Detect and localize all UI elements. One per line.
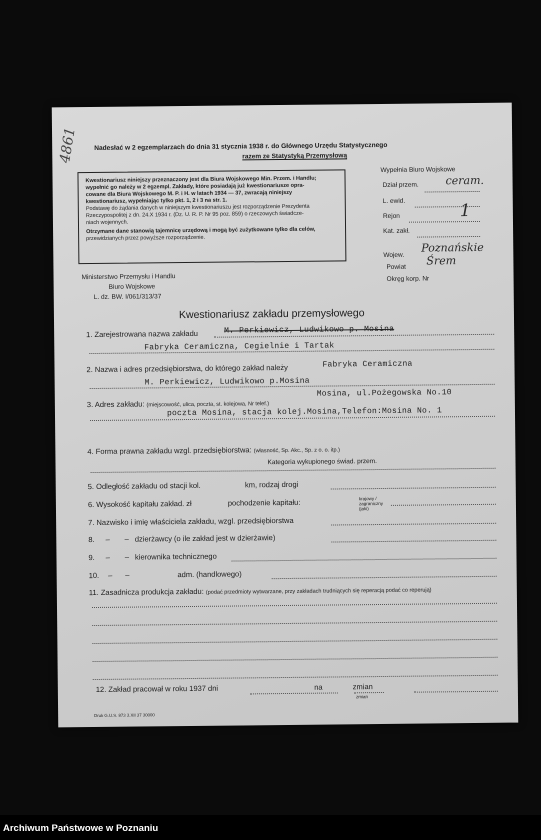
item-2-typed-2: M. Perkiewicz, Ludwikowo p.Mosina <box>144 376 310 388</box>
ministry-line-2: Biuro Wojskowe <box>108 283 156 291</box>
instruction-line: kwestionariusz, wypełniając tylko pkt. 1, 2 i 3 na str. 1. <box>85 197 228 206</box>
rejon-label: Rejon <box>382 212 400 220</box>
item-6 <box>88 498 301 509</box>
item-number: 7. <box>88 518 95 528</box>
item-11-line-1 <box>92 603 497 608</box>
dzial-label: Dział przem. <box>382 181 419 189</box>
item-sub2: zmian <box>352 682 373 692</box>
lewid-label: L. ewid. <box>382 197 406 205</box>
item-sub: pochodzenie kapitału: <box>227 497 301 508</box>
item-2-typed-1: Fabryka Ceramiczna <box>322 359 413 370</box>
instruction-line: Rzeczypospolitej z dn. 24.X 1934 r. (Dz. U. R. P. Nr 95 poz. 859) o rzeczowych świadcze- <box>85 210 304 220</box>
instruction-line: Kwestionariusz niniejszy przeznaczony jest dla Biura Wojskowego Min. Przem. i Handlu; <box>85 175 317 185</box>
item-10 <box>89 569 242 580</box>
item-4-sub2: Kategoria wykupionego świad. przem. <box>267 458 378 467</box>
item-3-typed-2: poczta Mosina, stacja kolej.Mosina,Telefon:Mosina No. 1 <box>166 406 443 419</box>
handwritten-stamp-number: 4861 <box>57 126 79 165</box>
item-9 <box>88 552 216 562</box>
item-4 <box>87 444 340 457</box>
item-7-line <box>331 523 496 526</box>
instruction-line: Podstawę do żądania danych w niniejszym kwestionariuszu jest rozporządzenie Prezydenta <box>85 203 310 213</box>
item-label: Nazwisko i imię właściciela zakładu, wzgl. przedsiębiorstwa <box>96 515 294 527</box>
item-3-typed-1: Mosina, ul.Pożegowska No.10 <box>316 388 452 399</box>
powiat-value: Śrem <box>426 254 457 268</box>
item-4-line <box>91 468 496 473</box>
ministry-line-3: L. dz. BW. I/061/313/37 <box>93 293 162 301</box>
item-number: 9. <box>88 553 95 563</box>
item-7 <box>88 516 294 527</box>
item-number: 2. <box>86 365 93 375</box>
wojew-label: Wojew. <box>383 251 405 259</box>
item-6-sub2: krajowy / zagraniczny (jaki) <box>358 496 383 512</box>
instruction-line: przewidzianych przez powyższe rozporządzenie. <box>86 234 206 243</box>
item-6-line <box>391 504 496 506</box>
ditto-mark: – <box>124 534 129 544</box>
header-line-1: Nadesłać w 2 egzemplarzach do dnia 31 stycznia 1938 r. do Głównego Urzędu Statystycznego <box>94 141 388 152</box>
item-12-small-zmian: zmian <box>355 694 368 700</box>
instruction-line: wypełnić go należy w 2 egzempl. Zakłady, które posiadają już kwestionariusze opra- <box>85 182 305 192</box>
item-label: kierownika technicznego <box>134 551 217 562</box>
dzial-value: ceram. <box>445 173 485 188</box>
item-label: Zasadnicza produkcja zakładu: <box>100 586 204 597</box>
item-sub: na <box>314 682 323 692</box>
item-number: 11. <box>88 587 99 598</box>
ministry-line-1: Ministerstwo Przemysłu i Handlu <box>81 273 176 282</box>
instruction-line: Otrzymane dane stanowią tajemnicę urzędową i mogą być zużytkowane tylko dla celów, <box>86 226 316 236</box>
katzakl-label: Kat. zakł. <box>383 227 410 235</box>
ditto-mark: – <box>105 552 110 562</box>
item-label: Forma prawna zakładu wzgl. przedsiębiorstwa: <box>95 445 252 456</box>
item-11 <box>89 584 432 598</box>
print-code: Druk G.U.S. 873 3.XII 37 30000 <box>94 712 155 719</box>
item-number: 5. <box>87 482 95 492</box>
item-label: Wysokość kapitału zakład. zł <box>96 498 192 509</box>
item-8 <box>88 533 275 544</box>
item-8-line <box>331 540 496 543</box>
item-12-line <box>250 692 338 694</box>
item-sub: km, rodzaj drogi <box>244 479 299 490</box>
item-9-line <box>232 558 497 562</box>
item-1-typed-2: Fabryka Ceramiczna, Cegielnie i Tartak <box>144 341 335 353</box>
item-1 <box>86 329 198 339</box>
item-number: 3. <box>86 400 94 410</box>
rejon-line <box>409 221 480 223</box>
wojew-value: Poznańskie <box>421 240 484 255</box>
item-label: Adres zakładu: <box>94 399 145 409</box>
archive-footer: Archiwum Państwowe w Poznaniu <box>0 815 541 840</box>
item-11-line-2 <box>92 621 497 626</box>
instructions-box <box>77 169 346 264</box>
item-sub: (własność, Sp. Akc., Sp. z o. o. itp.) <box>253 447 340 455</box>
item-sub: (miejscowość, ulica, poczta, st. kolejowa, Nr telef.) <box>146 401 270 409</box>
item-label: adm. (handlowego) <box>177 569 242 580</box>
dzial-line <box>425 191 480 193</box>
item-number: 10. <box>88 570 100 581</box>
item-label: Zakład pracował w roku 1937 dni <box>108 683 219 694</box>
item-number: 6. <box>87 500 95 510</box>
item-10-line <box>272 576 497 579</box>
item-12-line-3 <box>414 691 498 693</box>
item-11-line-4 <box>93 657 498 662</box>
rejon-value: 1 <box>459 201 471 222</box>
ditto-mark: – <box>105 534 110 544</box>
ditto-mark: – <box>124 552 130 562</box>
item-label: Nazwa i adres przedsiębiorstwa, do którego zakład należy <box>94 362 288 374</box>
item-number: 12. <box>95 684 107 694</box>
item-number: 4. <box>87 447 94 457</box>
item-1-typed-1: M. Perkiewicz, Ludwikowo p. Mosina <box>224 324 395 336</box>
header-line-2: razem ze Statystyką Przemysłową <box>242 152 348 161</box>
document-page <box>52 103 518 728</box>
item-number: 8. <box>88 535 95 545</box>
item-number: 1. <box>86 330 93 340</box>
okreg-label: Okręg korp. Nr <box>386 275 430 283</box>
item-sub: (podać przedmioty wytwarzane, przy zakładach trudniących się reperacją podać co reperują) <box>205 587 432 596</box>
item-label: Zarejestrowana nazwa zakładu <box>94 328 198 339</box>
form-title: Kwestionariusz zakładu przemysłowego <box>178 307 365 322</box>
instruction-line: niach wojennych. <box>85 219 129 227</box>
item-label: dzierżawcy (o ile zakład jest w dzierżawie) <box>134 533 276 544</box>
item-11-line-5 <box>93 675 498 680</box>
katzakl-line <box>417 236 480 238</box>
ditto-mark: – <box>108 570 113 580</box>
powiat-label: Powiat <box>386 263 407 271</box>
item-5-line <box>331 487 496 490</box>
item-5 <box>88 480 299 491</box>
item-label: Odległość zakładu od stacji kol. <box>96 480 201 491</box>
instructions-list <box>78 170 345 243</box>
item-2 <box>86 363 287 374</box>
office-fields-title: Wypełnia Biuro Wojskowe <box>380 166 456 174</box>
ditto-mark: – <box>125 570 130 580</box>
item-11-line-3 <box>92 639 497 644</box>
instruction-line: cowane dla Biura Wojskowego M. P. i H. w latach 1934 — 37, zwracają niniejszy <box>85 189 293 199</box>
